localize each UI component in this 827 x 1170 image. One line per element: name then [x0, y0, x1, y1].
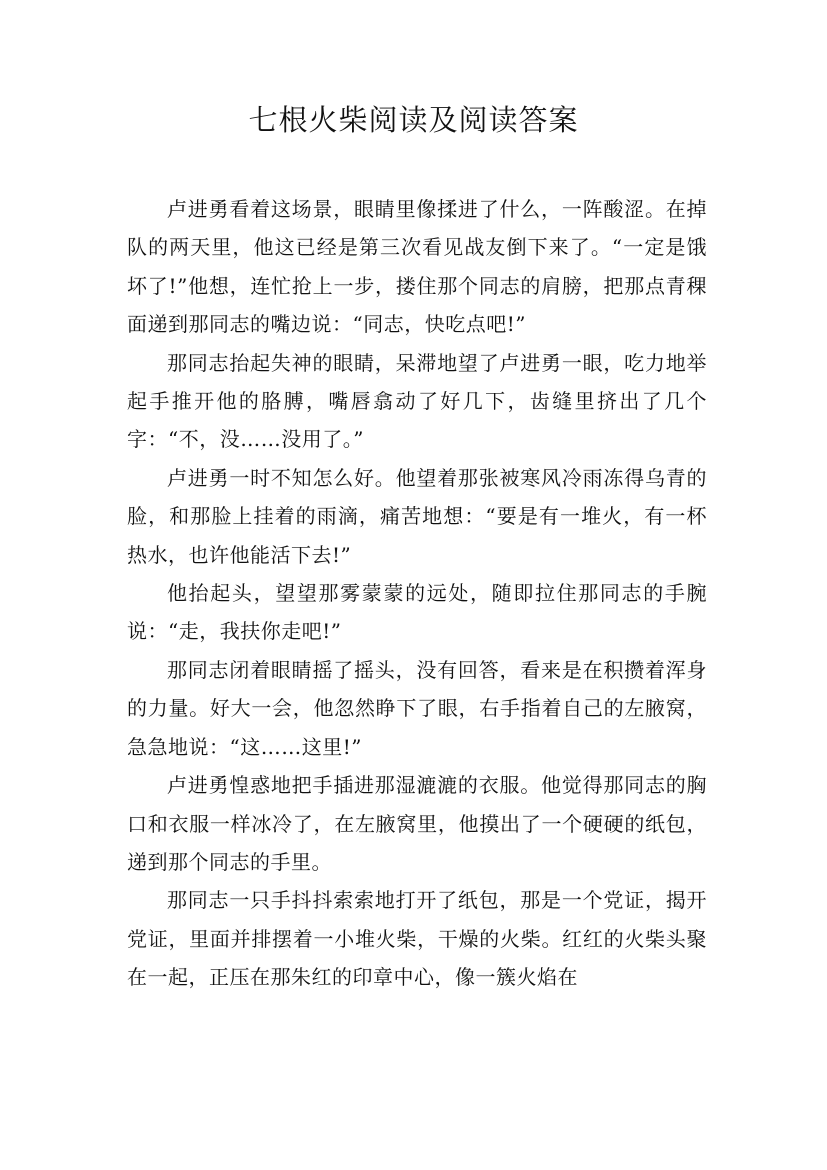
paragraph: 卢进勇一时不知怎么好。他望着那张被寒风冷雨冻得乌青的脸，和那脸上挂着的雨滴，痛苦地想：“要是有一堆火，有一杯热水，也许他能活下去!”: [127, 465, 707, 567]
paragraph: 卢进勇惶惑地把手插进那湿漉漉的衣服。他觉得那同志的胸口和衣服一样冰冷了，在左腋窝里，他摸出了一个硬硬的纸包，递到那个同志的手里。: [127, 773, 707, 874]
paragraph: 那同志闭着眼睛摇了摇头，没有回答，看来是在积攒着浑身的力量。好大一会，他忽然睁下了眼，右手指着自己的左腋窝，急急地说：“这……这里!”: [127, 657, 707, 759]
paragraph: 那同志抬起失神的眼睛，呆滞地望了卢进勇一眼，吃力地举起手推开他的胳膊，嘴唇翕动了好几下，齿缝里挤出了几个字：“不，没……没用了。”: [127, 350, 707, 452]
paragraph: 卢进勇看着这场景，眼睛里像揉进了什么，一阵酸涩。在掉队的两天里，他这已经是第三次看见战友倒下来了。“一定是饿坏了!”他想，连忙抢上一步，搂住那个同志的肩膀，把那点青稞面递到那同志的嘴边说：“同志，快吃点吧!”: [127, 197, 707, 337]
paragraph: 他抬起头，望望那雾蒙蒙的远处，随即拉住那同志的手腕说：“走，我扶你走吧!”: [127, 581, 707, 644]
document-body: [127, 190, 707, 997]
paragraph: 那同志一只手抖抖索索地打开了纸包，那是一个党证，揭开党证，里面并排摆着一小堆火柴，干燥的火柴。红红的火柴头聚在一起，正压在那朱红的印章中心，像一簇火焰在: [127, 888, 707, 990]
document-title: 七根火柴阅读及阅读答案: [248, 103, 579, 137]
